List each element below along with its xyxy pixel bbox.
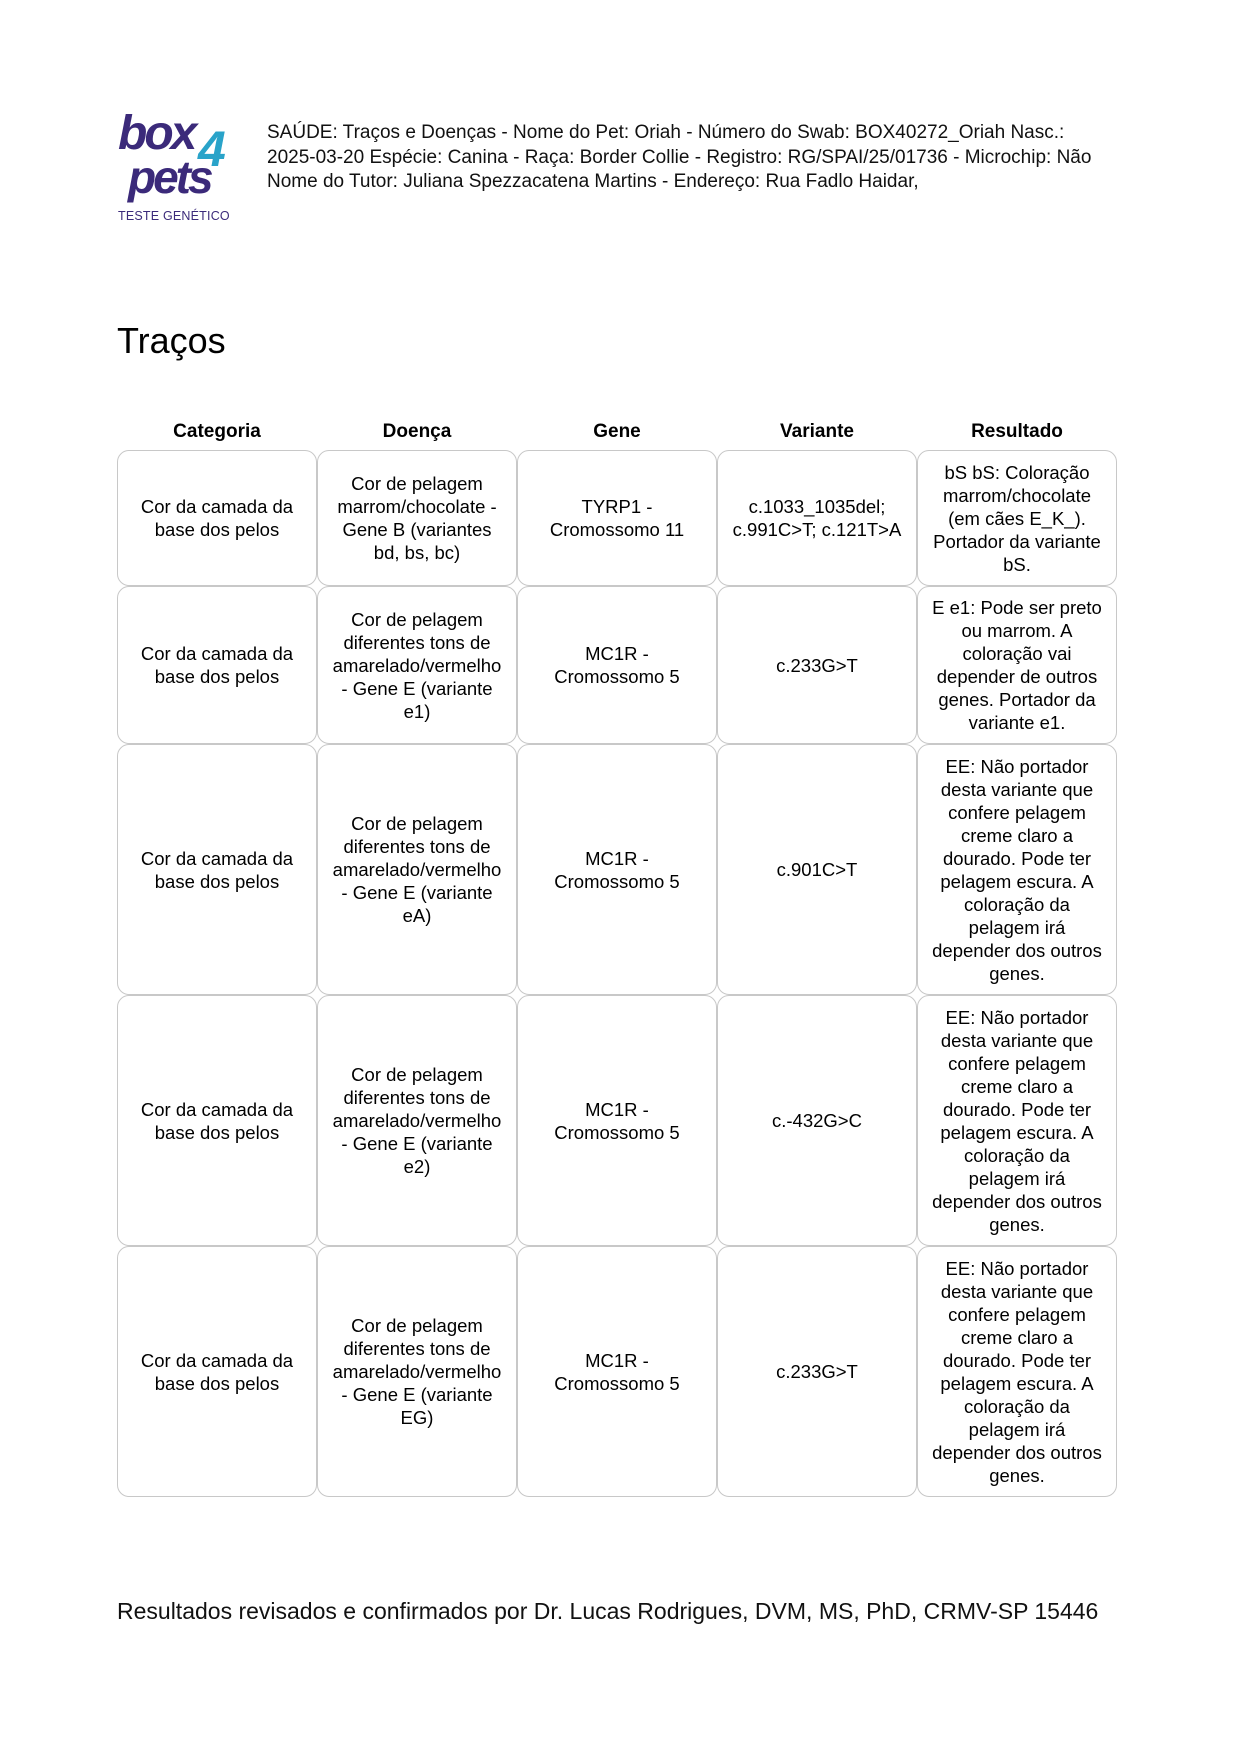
cell-variante: c.233G>T (717, 1246, 917, 1497)
cell-categoria: Cor da camada da base dos pelos (117, 450, 317, 586)
cell-categoria: Cor da camada da base dos pelos (117, 586, 317, 744)
section-title: Traços (117, 320, 226, 361)
cell-resultado: bS bS: Coloração marrom/chocolate (em cães E_K_). Portador da variante bS. (917, 450, 1117, 586)
cell-variante: c.1033_1035del; c.991C>T; c.121T>A (717, 450, 917, 586)
column-header-doenca: Doença (382, 421, 452, 442)
cell-gene: MC1R - Cromossomo 5 (517, 995, 717, 1246)
cell-resultado: EE: Não portador desta variante que confere pelagem creme claro a dourado. Pode ter pelagem escura. A coloração da pelagem irá depender dos outros genes. (917, 744, 1117, 995)
cell-resultado: EE: Não portador desta variante que confere pelagem creme claro a dourado. Pode ter pelagem escura. A coloração da pelagem irá depender dos outros genes. (917, 1246, 1117, 1497)
cell-categoria: Cor da camada da base dos pelos (117, 995, 317, 1246)
table-header (117, 414, 1117, 450)
column-header-resultado: Resultado (971, 421, 1063, 442)
cell-variante: c.233G>T (717, 586, 917, 744)
cell-doenca: Cor de pelagem diferentes tons de amarelado/vermelho - Gene E (variante e2) (317, 995, 517, 1246)
table-row (117, 1246, 1117, 1497)
table-row (117, 744, 1117, 995)
cell-gene: TYRP1 - Cromossomo 11 (517, 450, 717, 586)
table-row (117, 995, 1117, 1246)
logo-word-box: box (118, 107, 195, 160)
cell-resultado: EE: Não portador desta variante que confere pelagem creme claro a dourado. Pode ter pelagem escura. A coloração da pelagem irá depender dos outros genes. (917, 995, 1117, 1246)
table-row (117, 586, 1117, 744)
logo-number-4: 4 (198, 121, 226, 177)
cell-categoria: Cor da camada da base dos pelos (117, 744, 317, 995)
traits-table (117, 414, 1117, 1497)
cell-doenca: Cor de pelagem diferentes tons de amarelado/vermelho - Gene E (variante e1) (317, 586, 517, 744)
column-header-categoria: Categoria (173, 421, 261, 442)
cell-variante: c.-432G>C (717, 995, 917, 1246)
cell-gene: MC1R - Cromossomo 5 (517, 1246, 717, 1497)
column-header-gene: Gene (593, 421, 641, 442)
cell-gene: MC1R - Cromossomo 5 (517, 744, 717, 995)
cell-variante: c.901C>T (717, 744, 917, 995)
logo-tagline: TESTE GENÉTICO (118, 209, 230, 223)
cell-doenca: Cor de pelagem diferentes tons de amarelado/vermelho - Gene E (variante EG) (317, 1246, 517, 1497)
cell-doenca: Cor de pelagem marrom/chocolate - Gene B (variantes bd, bs, bc) (317, 450, 517, 586)
cell-resultado: E e1: Pode ser preto ou marrom. A coloração vai depender de outros genes. Portador da variante e1. (917, 586, 1117, 744)
column-header-variante: Variante (780, 421, 854, 442)
report-header-info: SAÚDE: Traços e Doenças - Nome do Pet: Oriah - Número do Swab: BOX40272_Oriah Nasc.: 2025-03-20 Espécie: Canina - Raça: Border Collie - Registro: RG/SPAI/25/01736 - Microchip: Não Nome do Tutor: Juliana Spezzacatena Martins - Endereço: Rua Fadlo Haidar, (267, 122, 1092, 192)
cell-gene: MC1R - Cromossomo 5 (517, 586, 717, 744)
logo-word-pets: pets (128, 151, 211, 203)
cell-categoria: Cor da camada da base dos pelos (117, 1246, 317, 1497)
review-signature: Resultados revisados e confirmados por Dr. Lucas Rodrigues, DVM, MS, PhD, CRMV-SP 15446 (117, 1598, 1099, 1624)
table-row (117, 450, 1117, 586)
cell-doenca: Cor de pelagem diferentes tons de amarelado/vermelho - Gene E (variante eA) (317, 744, 517, 995)
brand-logo (116, 107, 234, 226)
